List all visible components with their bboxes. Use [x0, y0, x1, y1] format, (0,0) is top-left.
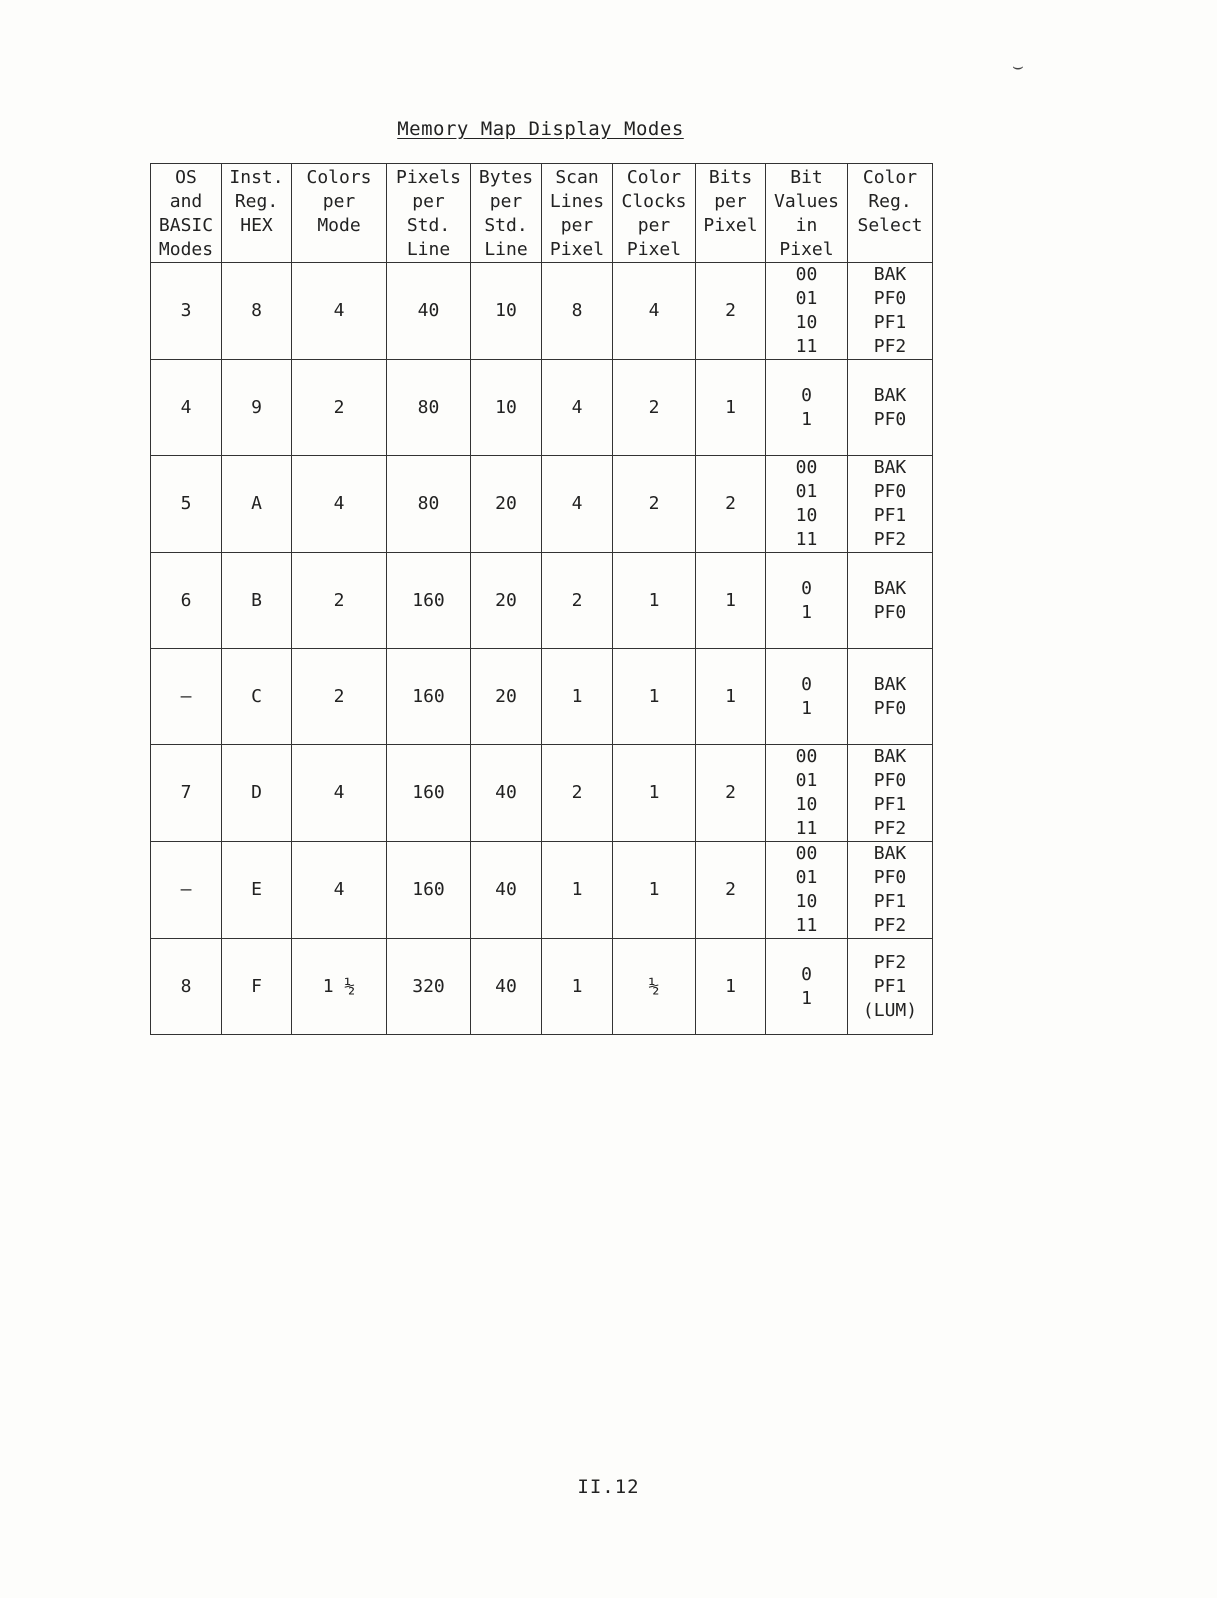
header-line: Pixel — [703, 215, 758, 236]
cell-color-regs — [848, 939, 933, 1035]
header-pixels-per-line — [387, 164, 471, 263]
cell-inst-reg: C — [222, 649, 292, 745]
cell-color-regs — [848, 553, 933, 649]
color-register: PF1 — [873, 505, 907, 526]
cell-bit-values — [766, 456, 848, 553]
cell-bits: 2 — [696, 842, 766, 939]
header-line: Color — [626, 167, 682, 188]
cell-scan-lines: 2 — [542, 745, 613, 842]
cell-bits: 1 — [696, 939, 766, 1035]
cell-os-mode: 4 — [151, 360, 222, 456]
cell-os-mode: – — [151, 649, 222, 745]
cell-colors: 2 — [292, 360, 387, 456]
header-line: per — [637, 215, 671, 236]
cell-inst-reg: 8 — [222, 263, 292, 360]
bit-value: 10 — [795, 312, 818, 333]
bit-value: 1 — [801, 697, 812, 719]
header-line: per — [412, 191, 445, 212]
cell-inst-reg: F — [222, 939, 292, 1035]
cell-pixels: 160 — [387, 649, 471, 745]
bit-value: 0 — [801, 384, 812, 406]
table-row — [151, 842, 933, 939]
cell-pixels: 320 — [387, 939, 471, 1035]
cell-colors: 4 — [292, 456, 387, 553]
header-line: Bit — [790, 167, 823, 188]
cell-bits: 2 — [696, 263, 766, 360]
header-line: Bits — [708, 167, 753, 188]
bit-value: 1 — [801, 408, 812, 430]
color-register: PF0 — [873, 770, 907, 791]
cell-bytes: 40 — [471, 939, 542, 1035]
bit-value: 01 — [795, 288, 818, 309]
table-header-row — [151, 164, 933, 263]
cell-pixels: 40 — [387, 263, 471, 360]
cell-inst-reg: B — [222, 553, 292, 649]
cell-os-mode: 8 — [151, 939, 222, 1035]
header-line: OS — [175, 167, 197, 188]
color-register: BAK — [873, 457, 907, 478]
cell-colors: 4 — [292, 263, 387, 360]
cell-inst-reg: E — [222, 842, 292, 939]
header-line: Std. — [406, 215, 451, 236]
header-colors-per-mode — [292, 164, 387, 263]
bit-value: 1 — [801, 601, 812, 623]
color-register: PF0 — [873, 408, 907, 430]
color-register: PF1 — [873, 312, 907, 333]
color-register: PF2 — [873, 529, 907, 550]
table-row — [151, 939, 933, 1035]
bit-value: 0 — [801, 577, 812, 599]
bit-value: 11 — [795, 818, 818, 839]
header-line: in — [795, 215, 818, 236]
cell-colors: 2 — [292, 649, 387, 745]
cell-colors: 1 ½ — [292, 939, 387, 1035]
cell-color-regs — [848, 842, 933, 939]
cell-pixels: 160 — [387, 745, 471, 842]
cell-color-clocks: 2 — [613, 360, 696, 456]
header-line: BASIC — [158, 215, 214, 236]
table-row — [151, 456, 933, 553]
header-line: Mode — [317, 215, 361, 236]
header-line: Inst. — [229, 167, 284, 188]
cell-scan-lines: 4 — [542, 456, 613, 553]
cell-color-clocks: 2 — [613, 456, 696, 553]
cell-bit-values — [766, 263, 848, 360]
header-os-basic-modes — [151, 164, 222, 263]
color-register: BAK — [873, 264, 907, 285]
cell-bytes: 10 — [471, 263, 542, 360]
bit-value: 00 — [795, 843, 818, 864]
cell-scan-lines: 1 — [542, 649, 613, 745]
cell-os-mode: 3 — [151, 263, 222, 360]
cell-bit-values — [766, 745, 848, 842]
table-row — [151, 649, 933, 745]
cell-bit-values — [766, 842, 848, 939]
cell-inst-reg: 9 — [222, 360, 292, 456]
bit-value: 10 — [795, 794, 818, 815]
bit-value: 10 — [795, 891, 818, 912]
color-register: PF0 — [873, 481, 907, 502]
cell-inst-reg: A — [222, 456, 292, 553]
header-line: Select — [857, 215, 923, 236]
cell-bits: 2 — [696, 456, 766, 553]
bit-value: 0 — [801, 963, 812, 985]
header-line: Pixel — [626, 239, 682, 260]
cell-pixels: 80 — [387, 456, 471, 553]
color-register: PF1 — [873, 794, 907, 815]
header-line: and — [169, 191, 203, 212]
cell-color-regs — [848, 649, 933, 745]
table-body — [151, 263, 933, 1035]
color-register: PF0 — [873, 867, 907, 888]
color-register: PF2 — [873, 951, 907, 973]
cell-color-regs — [848, 456, 933, 553]
color-register: BAK — [873, 577, 907, 599]
header-bit-values — [766, 164, 848, 263]
cell-colors: 4 — [292, 745, 387, 842]
header-line: Reg. — [868, 191, 912, 212]
cell-bit-values — [766, 939, 848, 1035]
cell-color-clocks: ½ — [613, 939, 696, 1035]
cell-os-mode: – — [151, 842, 222, 939]
page-number: II.12 — [577, 1476, 640, 1498]
header-line: Values — [773, 191, 840, 212]
cell-os-mode: 6 — [151, 553, 222, 649]
header-scan-lines-per-pixel — [542, 164, 613, 263]
header-line: per — [322, 191, 356, 212]
cell-color-clocks: 1 — [613, 649, 696, 745]
header-bytes-per-line — [471, 164, 542, 263]
cell-color-regs — [848, 263, 933, 360]
bit-value: 0 — [801, 673, 812, 695]
cell-bit-values — [766, 553, 848, 649]
bit-value: 00 — [795, 746, 818, 767]
header-inst-reg-hex — [222, 164, 292, 263]
header-bits-per-pixel — [696, 164, 766, 263]
cell-scan-lines: 2 — [542, 553, 613, 649]
table-row — [151, 745, 933, 842]
cell-bits: 2 — [696, 745, 766, 842]
cell-pixels: 80 — [387, 360, 471, 456]
header-line: Line — [484, 239, 528, 260]
header-line: Pixel — [549, 239, 605, 260]
cell-os-mode: 5 — [151, 456, 222, 553]
header-color-clocks-per-pixel — [613, 164, 696, 263]
header-line: Reg. — [234, 191, 279, 212]
cell-colors: 2 — [292, 553, 387, 649]
bit-value: 01 — [795, 867, 818, 888]
header-line: Pixels — [395, 167, 462, 188]
cell-bytes: 10 — [471, 360, 542, 456]
bit-value: 00 — [795, 457, 818, 478]
bit-value: 11 — [795, 336, 818, 357]
display-modes-table — [150, 163, 933, 1035]
header-line: HEX — [240, 215, 273, 236]
cell-color-regs — [848, 745, 933, 842]
cell-color-clocks: 1 — [613, 842, 696, 939]
color-register: PF1 — [873, 891, 907, 912]
cell-bits: 1 — [696, 649, 766, 745]
header-color-reg-select — [848, 164, 933, 263]
bit-value: 00 — [795, 264, 818, 285]
bit-value: 11 — [795, 915, 818, 936]
header-line: Scan — [555, 167, 599, 188]
cell-scan-lines: 1 — [542, 939, 613, 1035]
cell-bits: 1 — [696, 360, 766, 456]
cell-bytes: 20 — [471, 553, 542, 649]
cell-colors: 4 — [292, 842, 387, 939]
cell-scan-lines: 4 — [542, 360, 613, 456]
color-register: BAK — [873, 843, 907, 864]
cell-scan-lines: 8 — [542, 263, 613, 360]
header-line: Lines — [549, 191, 605, 212]
header-line: Bytes — [478, 167, 534, 188]
color-register: PF0 — [873, 697, 907, 719]
cell-bytes: 40 — [471, 842, 542, 939]
cell-bit-values — [766, 649, 848, 745]
table-row — [151, 553, 933, 649]
bit-value: 10 — [795, 505, 818, 526]
cell-scan-lines: 1 — [542, 842, 613, 939]
color-register: (LUM) — [862, 999, 918, 1021]
color-register: BAK — [873, 384, 907, 406]
cell-bytes: 20 — [471, 456, 542, 553]
color-register: PF2 — [873, 818, 907, 839]
color-register: PF2 — [873, 915, 907, 936]
header-line: Clocks — [621, 191, 687, 212]
cell-color-clocks: 1 — [613, 745, 696, 842]
header-line: Modes — [158, 239, 214, 260]
header-line: Line — [406, 239, 451, 260]
cell-bits: 1 — [696, 553, 766, 649]
cell-bytes: 20 — [471, 649, 542, 745]
header-line: Std. — [484, 215, 528, 236]
cell-color-clocks: 1 — [613, 553, 696, 649]
color-register: PF0 — [873, 288, 907, 309]
color-register: PF2 — [873, 336, 907, 357]
cell-color-regs — [848, 360, 933, 456]
cell-pixels: 160 — [387, 842, 471, 939]
table-row — [151, 360, 933, 456]
cell-pixels: 160 — [387, 553, 471, 649]
table-row — [151, 263, 933, 360]
header-line: Color — [862, 167, 918, 188]
cell-color-clocks: 4 — [613, 263, 696, 360]
header-line: per — [489, 191, 523, 212]
color-register: BAK — [873, 746, 907, 767]
cell-inst-reg: D — [222, 745, 292, 842]
page-title: Memory Map Display Modes — [397, 118, 684, 140]
color-register: BAK — [873, 673, 907, 695]
color-register: PF0 — [873, 601, 907, 623]
header-line: per — [714, 191, 747, 212]
bit-value: 01 — [795, 770, 818, 791]
header-line: Colors — [306, 167, 372, 188]
cell-bit-values — [766, 360, 848, 456]
header-line: Pixel — [779, 239, 834, 260]
cell-os-mode: 7 — [151, 745, 222, 842]
color-register: PF1 — [873, 975, 907, 997]
bit-value: 11 — [795, 529, 818, 550]
header-line: per — [560, 215, 594, 236]
corner-mark: ⌣ — [1012, 56, 1024, 77]
bit-value: 01 — [795, 481, 818, 502]
cell-bytes: 40 — [471, 745, 542, 842]
bit-value: 1 — [801, 987, 812, 1009]
